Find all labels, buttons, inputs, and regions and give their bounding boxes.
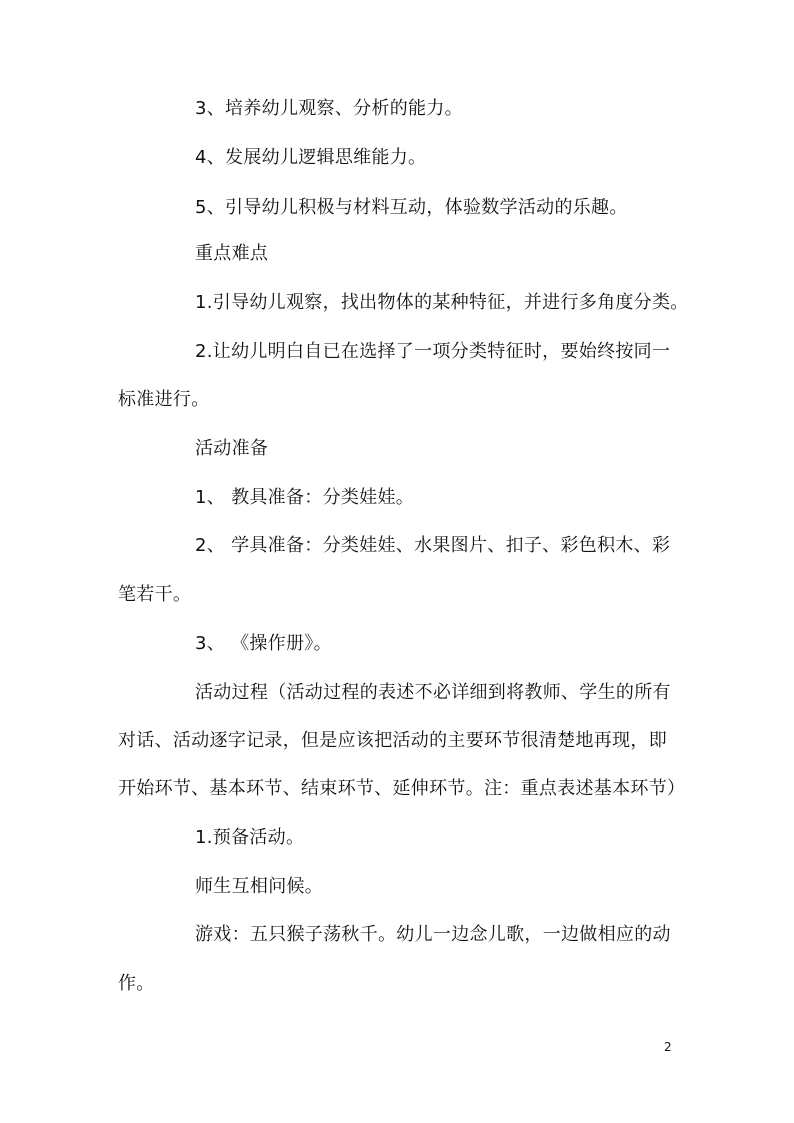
page-number: 2 (664, 1040, 672, 1054)
process-greeting: 师生互相问候。 (195, 876, 324, 897)
objective-3: 3、培养幼儿观察、分析的能力。 (195, 98, 463, 119)
process-game: 游戏：五只猴子荡秋千。幼儿一边念儿歌，一边做相应的动 (195, 924, 671, 945)
process-game-continued: 作。 (118, 973, 155, 994)
section-heading-preparation: 活动准备 (195, 438, 269, 459)
key-point-2-continued: 标准进行。 (118, 389, 210, 410)
key-point-1: 1.引导幼儿观察，找出物体的某种特征，并进行多角度分类。 (195, 292, 689, 313)
process-note-line-3: 开始环节、基本环节、结束环节、延伸环节。注：重点表述基本环节） (118, 778, 686, 799)
objective-5: 5、引导幼儿积极与材料互动，体验数学活动的乐趣。 (195, 197, 628, 218)
preparation-2-continued: 笔若干。 (118, 584, 192, 605)
process-note-line-2: 对话、活动逐字记录，但是应该把活动的主要环节很清楚地再现，即 (118, 730, 667, 751)
preparation-2: 2、 学具准备：分类娃娃、水果图片、扣子、彩色积木、彩 (195, 535, 671, 556)
section-heading-key-points: 重点难点 (195, 243, 269, 264)
key-point-2: 2.让幼儿明白自已在选择了一项分类特征时，要始终按同一 (195, 341, 671, 362)
objective-4: 4、发展幼儿逻辑思维能力。 (195, 147, 427, 168)
preparation-1: 1、 教具准备：分类娃娃。 (195, 487, 415, 508)
process-step-1: 1.预备活动。 (195, 827, 305, 848)
preparation-3: 3、 《操作册》。 (195, 633, 332, 654)
section-heading-process: 活动过程（活动过程的表述不必详细到将教师、学生的所有 (195, 682, 671, 703)
